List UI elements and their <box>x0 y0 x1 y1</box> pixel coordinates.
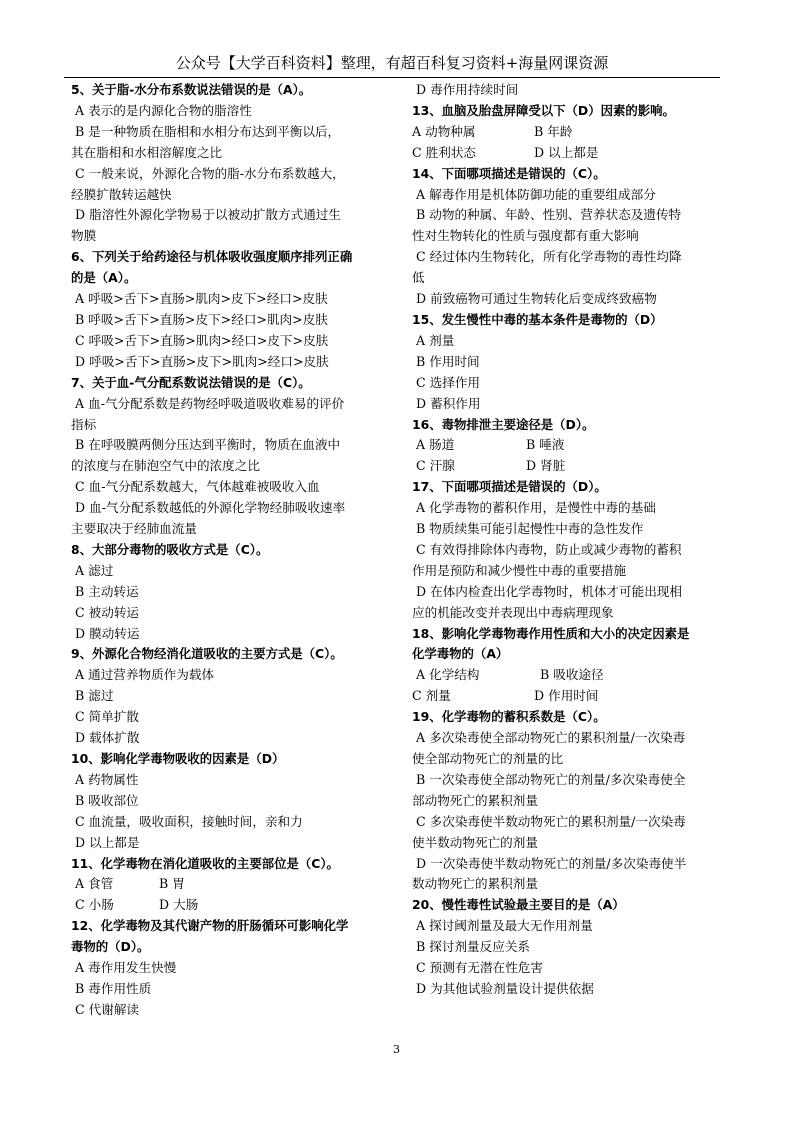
answer-line: D 前致癌物可通过生物转化后变成终致癌物 <box>412 291 657 307</box>
question-text: 9、外源化合物经消化道吸收的主要方式是（C）。 <box>71 646 343 662</box>
answer-line: 使半数动物死亡的剂量 <box>412 834 538 850</box>
answer-line: A 剂量 <box>412 332 455 348</box>
option-pair <box>412 122 722 143</box>
option-text: D 肾脏 <box>526 458 566 474</box>
answer-line: D 毒作用持续时间 <box>412 82 519 97</box>
option-text: C 胜利状态 <box>412 144 477 160</box>
answer-line: 应的机能改变并表现出中毒病理现象 <box>412 604 614 620</box>
question-text: 10、影响化学毒物吸收的因素是（D） <box>71 751 285 766</box>
option-pair <box>412 665 722 686</box>
answer-line: C 呼吸>舌下>直肠>肌肉>经口>皮下>皮肤 <box>71 332 329 348</box>
answer-line: B 一次染毒使全部动物死亡的剂量/多次染毒使全 <box>412 771 686 787</box>
answer-line: D 为其他试验剂量设计提供依据 <box>412 980 594 996</box>
option-pair <box>71 874 389 895</box>
option-text: C 小肠 <box>71 897 114 913</box>
answer-line: 数动物死亡的累积剂量 <box>412 876 538 892</box>
answer-line: 经膜扩散转运越快 <box>71 186 172 202</box>
option-text: B 吸收途径 <box>540 667 604 683</box>
answer-line: C 简单扩散 <box>71 709 140 725</box>
answer-line: A 滤过 <box>71 562 114 578</box>
question-text: 5、关于脂-水分布系数说法错误的是（A）。 <box>71 82 312 97</box>
answer-line: A 探讨阈剂量及最大无作用剂量 <box>412 918 593 934</box>
answer-line: B 物质续集可能引起慢性中毒的急性发作 <box>412 521 644 537</box>
answer-line: B 探讨剂量反应关系 <box>412 939 531 955</box>
answer-line: B 在呼吸膜两侧分压达到平衡时，物质在血液中 <box>71 437 341 453</box>
option-pair <box>412 143 722 164</box>
left-column <box>71 80 389 1021</box>
answer-line: A 表示的是内源化合物的脂溶性 <box>71 102 252 118</box>
answer-line: B 滤过 <box>71 688 114 704</box>
answer-line: D 载体扩散 <box>71 730 140 746</box>
answer-line: 其在脂相和水相溶解度之比 <box>71 144 223 160</box>
answer-line: B 是一种物质在脂相和水相分布达到平衡以后， <box>71 123 341 139</box>
option-text: A 食管 <box>71 876 114 892</box>
answer-line: C 多次染毒使半数动物死亡的累积剂量/一次染毒 <box>412 813 686 829</box>
page-number: 3 <box>393 1043 400 1056</box>
answer-line: C 血-气分配系数越大，气体越难被吸收入血 <box>71 479 320 495</box>
answer-line: 低 <box>412 270 425 286</box>
answer-line: 的浓度与在肺泡空气中的浓度之比 <box>71 458 260 474</box>
option-text: D 作用时间 <box>534 688 599 704</box>
question-text: 15、发生慢性中毒的基本条件是毒物的（D） <box>412 311 663 327</box>
answer-line: C 一般来说，外源化合物的脂-水分布系数越大， <box>71 165 345 181</box>
question-text: 12、化学毒物及其代谢产物的肝肠循环可影响化学 <box>71 918 349 934</box>
question-text: 11、化学毒物在消化道吸收的主要部位是（C）。 <box>71 855 339 871</box>
option-pair <box>412 686 722 707</box>
question-text: 的是（A）。 <box>71 270 137 286</box>
answer-line: 性对生物转化的性质与强度都有重大影响 <box>412 228 639 244</box>
option-text: A 动物种属 <box>412 123 476 139</box>
option-text: D 以上都是 <box>534 144 599 160</box>
answer-line: A 血-气分配系数是药物经呼吸道吸收难易的评价 <box>71 395 345 411</box>
answer-line: A 解毒作用是机体防御功能的重要组成部分 <box>412 186 656 202</box>
answer-line: A 通过营养物质作为载体 <box>71 667 215 683</box>
option-text: B 胃 <box>159 876 185 892</box>
question-text: 毒物的（D）。 <box>71 939 150 955</box>
option-text: C 汗腺 <box>412 458 455 474</box>
option-text: B 年龄 <box>534 123 573 139</box>
answer-line: A 呼吸>舌下>直肠>肌肉>皮下>经口>皮肤 <box>71 291 328 307</box>
answer-line: D 呼吸>舌下>直肠>皮下>肌肉>经口>皮肤 <box>71 353 329 369</box>
answer-line: D 在体内检查出化学毒物时，机体才可能出现相 <box>412 583 682 599</box>
answer-line: 部动物死亡的累积剂量 <box>412 792 538 808</box>
question-text: 13、血脑及胎盘屏障受以下（D）因素的影响。 <box>412 102 675 118</box>
answer-line: 指标 <box>71 416 97 432</box>
option-pair <box>412 435 722 456</box>
answer-line: C 经过体内生物转化，所有化学毒物的毒性均降 <box>412 249 682 265</box>
answer-line: D 一次染毒使半数动物死亡的剂量/多次染毒使半 <box>412 855 687 871</box>
answer-line: D 膜动转运 <box>71 625 140 641</box>
answer-line: A 多次染毒使全部动物死亡的累积剂量/一次染毒 <box>412 730 686 746</box>
answer-line: C 血流量，吸收面积，接触时间，亲和力 <box>71 813 303 829</box>
question-text: 6、下列关于给药途径与机体吸收强度顺序排列正确 <box>71 249 353 265</box>
option-text: C 剂量 <box>412 688 451 704</box>
option-pair <box>412 456 722 477</box>
option-pair <box>71 895 389 916</box>
answer-line: 物膜 <box>71 228 97 244</box>
header-rule <box>64 77 720 78</box>
answer-line: B 毒作用性质 <box>71 980 152 996</box>
answer-line: 使全部动物死亡的剂量的比 <box>412 751 564 766</box>
page-header: 公众号【大学百科资料】整理，有超百科复习资料+海量网课资源 <box>175 54 609 72</box>
answer-line: A 化学毒物的蓄积作用，是慢性中毒的基础 <box>412 500 656 516</box>
option-text: B 唾液 <box>526 437 565 453</box>
answer-line: B 主动转运 <box>71 583 139 599</box>
answer-line: C 预测有无潜在性危害 <box>412 960 543 976</box>
answer-line: 主要取决于经肺血流量 <box>71 521 197 537</box>
right-column <box>412 80 722 1000</box>
question-text: 20、慢性毒性试验最主要目的是（A） <box>412 897 625 913</box>
answer-line: D 以上都是 <box>71 834 140 850</box>
option-text: A 化学结构 <box>412 667 480 683</box>
answer-line: D 蓄积作用 <box>412 395 481 411</box>
question-text: 18、影响化学毒物毒作用性质和大小的决定因素是 <box>412 625 690 641</box>
question-text: 14、下面哪项描述是错误的（C）。 <box>412 165 606 181</box>
answer-line: A 药物属性 <box>71 771 139 787</box>
answer-line: D 血-气分配系数越低的外源化学物经肺吸收速率 <box>71 500 346 516</box>
question-text: 17、下面哪项描述是错误的（D）。 <box>412 479 607 495</box>
answer-line: B 作用时间 <box>412 353 480 369</box>
option-text: A 肠道 <box>412 437 455 453</box>
question-text: 化学毒物的（A） <box>412 646 509 662</box>
answer-line: B 动物的种属、年龄、性别、营养状态及遗传特 <box>412 207 682 223</box>
answer-line: 作用是预防和减少慢性中毒的重要措施 <box>412 562 627 578</box>
answer-line: C 代谢解读 <box>71 1001 140 1017</box>
answer-line: C 选择作用 <box>412 374 481 390</box>
answer-line: D 脂溶性外源化学物易于以被动扩散方式通过生 <box>71 207 341 223</box>
option-text: D 大肠 <box>159 897 199 913</box>
question-text: 7、关于血-气分配系数说法错误的是（C）。 <box>71 374 311 390</box>
answer-line: B 呼吸>舌下>直肠>皮下>经口>肌肉>皮肤 <box>71 311 328 327</box>
answer-line: A 毒作用发生快慢 <box>71 960 177 976</box>
question-text: 8、大部分毒物的吸收方式是（C）。 <box>71 541 269 557</box>
question-text: 16、毒物排泄主要途径是（D）。 <box>412 416 595 432</box>
question-text: 19、化学毒物的蓄积系数是（C）。 <box>412 709 606 725</box>
answer-line: C 有效得排除体内毒物，防止或减少毒物的蓄积 <box>412 541 682 557</box>
answer-line: B 吸收部位 <box>71 792 139 808</box>
answer-line: C 被动转运 <box>71 604 140 620</box>
